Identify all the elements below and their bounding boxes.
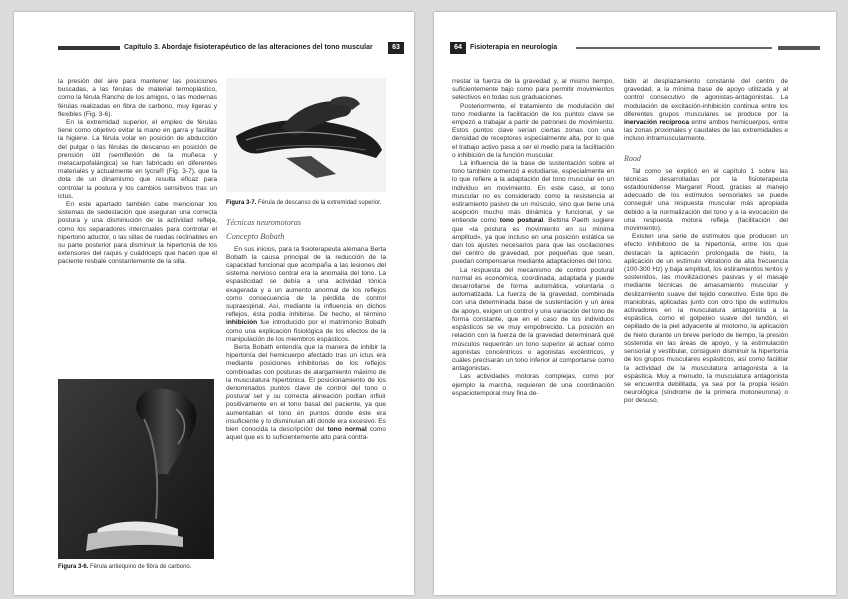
section-title: Técnicas neuromotoras bbox=[226, 217, 302, 227]
paragraph bbox=[452, 160, 614, 267]
bold-term: inervación recíproca bbox=[624, 119, 690, 127]
figure-3-7-photo bbox=[226, 78, 386, 192]
text-run: fue introducido por el matrimonio Bobath como una explicación fisiológica de los efectos de la manipulación de los miembros espásticos. bbox=[226, 319, 386, 343]
figure-3-6-caption bbox=[58, 564, 218, 572]
paragraph: La respuesta del mecanismo de control postural normal es económica, coordinada, adaptada y puede desarrollarse de forma automática, voluntaria o automatizada. La fuerza de la gravedad, combinada con una determinada base de sustentación y un área de apoyo, exigen un control y una variación del tono de forma constante, que en el caso de los individuos espásticos se ve muy empobrecido. La posición en relación con la fuerza de la gravedad determinará qué músculos requerirán un tono superior al actuar como agonistas concéntricos o agonistas excéntricos, y cuáles precisarán un tono inferior al comportarse como antagonistas. bbox=[452, 266, 614, 373]
resting-hand-splint-image bbox=[226, 78, 386, 192]
left-column-1 bbox=[58, 78, 217, 267]
subsection-title: Concepto Bobath bbox=[226, 231, 285, 241]
text-run: . Bettina Paeth sugiere que «la postura es movimiento en su mínima amplitud», ya que incluso en una posición estática se dan los ajustes necesarios para que las oscilaciones del centro de gravedad, por pequeñas que sean, puedan compensarse mediante adaptaciones del tono. bbox=[452, 217, 614, 266]
text-run: entre ambos hemicuerpos, entre las zonas proximales y caudales de las extremidades e incluso intramuscularmente. bbox=[624, 119, 788, 143]
right-page-header bbox=[434, 42, 836, 54]
right-page bbox=[434, 12, 836, 595]
italic-term: postural set bbox=[226, 393, 263, 401]
text-run: En sus inicios, para la fisioterapeuta alemana Berta Bobath la causa principal de la reducción de la capacidad funcional que acompaña a las lesiones del sistema nervioso central era la anomalía del tono. La espasticidad se debía a una actividad tónica exagerada y a un aumento anormal de los reflejos como consecuencia de la pérdida de control supraespinal. Así, mediante la influencia en dichos reflejos, ésta podía inhibirse. De hecho, el término bbox=[226, 245, 386, 319]
text-run: como aquel que es lo suficientemente alto para contra- bbox=[226, 425, 386, 442]
paragraph: Las actividades motoras complejas, como por ejemplo la marcha, requieren de una coordinación espaciotemporal muy fina de- bbox=[452, 373, 614, 397]
section-title: Rood bbox=[624, 153, 641, 163]
page-number: 63 bbox=[388, 42, 404, 54]
bold-term: inhibición bbox=[226, 319, 258, 327]
figure-caption-text: Férula antiequino de fibra de carbono. bbox=[88, 564, 192, 570]
bold-term: tono postural bbox=[499, 217, 544, 225]
paragraph bbox=[624, 78, 788, 144]
right-column-1 bbox=[452, 78, 614, 398]
paragraph: Existen una serie de estímulos que producen un efecto inhibitorio de la hipertonía, entre los que destacan la aplicación prolongada de hielo, la aplicación de un estímulo vibratorio de alta frecuencia (100-300 Hz) y baja amplitud, los estiramientos lentos y sostenidos, las movilizaciones pasivas y el masaje mediante técnicas de amasamiento muscular y deslizamiento suave del tejido conectivo. Este tipo de maniobras, aplicadas junto con otro tipo de estímulos activadores en la musculatura antagonista a la espástica, como el golpeteo suave del tendón, el cepillado de la piel adyacente al miotomo, la aplicación de hielo durante un breve período de tiempo, la presión sostenida en las áreas de apoyo, y la estimulación sensorial y vestibular, consiguen disminuir la hipertonía de los grupos musculares espásticos, así como facilitar la actividad de la musculatura antagonista a la espástica. Muy a menudo, la musculatura antagonista se encuentra debilitada, ya sea por la propia lesión neurológica (síndrome de la primera motoneurona) o por desuso, bbox=[624, 233, 788, 405]
paragraph: la presión del aire para mantener las posiciones buscadas, a las férulas de material termoplástico, como la férula Rancho de los amigos, o las modernas férulas realizadas en fibra de carbono, muy ligeras y flexibles (Fig. 3-6). bbox=[58, 78, 217, 118]
figure-caption-text: Férula de descanso de la extremidad superior. bbox=[256, 200, 382, 206]
left-page bbox=[14, 12, 414, 595]
page-number: 64 bbox=[450, 42, 466, 54]
paragraph bbox=[226, 344, 386, 442]
paragraph bbox=[226, 246, 386, 344]
book-title: Fisioterapia en neurología bbox=[470, 44, 558, 51]
paragraph: Posteriormente, el tratamiento de modulación del tono mediante la facilitación de los puntos clave se empezó a trabajar a partir de patrones de movimiento. Estos puntos clave serían ciertas zonas con una densidad de receptores especialmente alta, por lo que el trabajo activo pasa a ser el medio para la facilitación o inhibición de la función muscular. bbox=[452, 102, 614, 159]
text-run: Berta Bobath entendía que la manera de inhibir la hipertonía del hemicuerpo afectado tras un ictus era mediante posiciones inhibitorias de los reflejos combinadas con posturas de alargamiento máximo de la musculatura hipertónica. El posicionamiento de los denominados puntos clave de control del tono o bbox=[226, 343, 386, 392]
paragraph: rrestar la fuerza de la gravedad y, al mismo tiempo, suficientemente bajo como para permitir movimientos selectivos en todas sus graduaciones. bbox=[452, 78, 614, 102]
carbon-fiber-orthosis-image bbox=[58, 379, 214, 559]
paragraph: En la extremidad superior, el empleo de férulas tiene como objetivo evitar la mano en garra y facilitar la higiene. La férula volar en posición de abducción del pulgar o las férulas de descanso en posición de prensión útil (semiflexión de la muñeca y metacarpofalángica) se han fabricado en diferentes materiales y actualmente en lycra® (Fig. 3-7), que la dota de un dinamismo que resulta eficaz para controlar la postura y los cambios sensitivos tras un ictus. bbox=[58, 119, 217, 200]
figure-label: Figura 3-6. bbox=[58, 564, 89, 570]
figure-label: Figura 3-7. bbox=[226, 200, 257, 206]
header-rule bbox=[576, 47, 772, 49]
figure-3-7-caption bbox=[226, 200, 386, 208]
header-rule bbox=[58, 46, 120, 50]
figure-3-6-photo bbox=[58, 379, 214, 559]
text-run: bido al desplazamiento constante del centro de gravedad, a la mínima base de apoyo utilizada y al control consecutivo de agonistas-antagonistas. La modulación de excitación-inhibición continua entre los diferentes grupos musculares se produce por la bbox=[624, 78, 788, 118]
chapter-title: Capítulo 3. Abordaje fisioterapéutico de las alteraciones del tono muscular bbox=[124, 44, 373, 51]
paragraph: En este apartado también cabe mencionar los sistemas de sedestación que aseguran una correcta postura y una disminución de la actividad refleja, como los separadores intercruales para controlar el hipertono aductor, o las sillas de ruedas reclinables en su parte posterior para disminuir la hipertonía de los extensores del raquis y cuádriceps que hacen que el paciente resbale constantemente de la silla. bbox=[58, 201, 217, 266]
left-page-header bbox=[14, 42, 414, 54]
paragraph: Tal como se explicó en el capítulo 1 sobre las técnicas desarrolladas por la fisioterapeuta estadounidense Margaret Rood, gracias al manejo adecuado de los estímulos sensoriales se puede conseguir una respuesta muscular más apropiada debido a la normalización del tono y a la evocación de una respuesta motora refleja (facilitación del movimiento). bbox=[624, 167, 788, 233]
text-run: y su correcta alineación podían influir positivamente en el tono basal del paciente, ya que aumentaban el tono en puntos donde éste era insuficiente y lo disminuían allí donde era excesivo. Es bien conocida la descripción del bbox=[226, 393, 386, 433]
left-column-2 bbox=[226, 200, 386, 442]
header-dash bbox=[778, 46, 820, 50]
right-column-2 bbox=[624, 78, 788, 406]
text-run: La influencia de la base de sustentación sobre el tono también comenzó a estudiarse, especialmente en lo que refiere a la adaptación del tono muscular en un individuo en movimiento. En este caso, el tono muscular no es considerado como la resistencia al estiramiento pasivo de un músculo, sino que tiene una acepción mucho más dinámica y funcional, y se entiende como bbox=[452, 160, 614, 225]
bold-term: tono normal bbox=[327, 425, 367, 433]
